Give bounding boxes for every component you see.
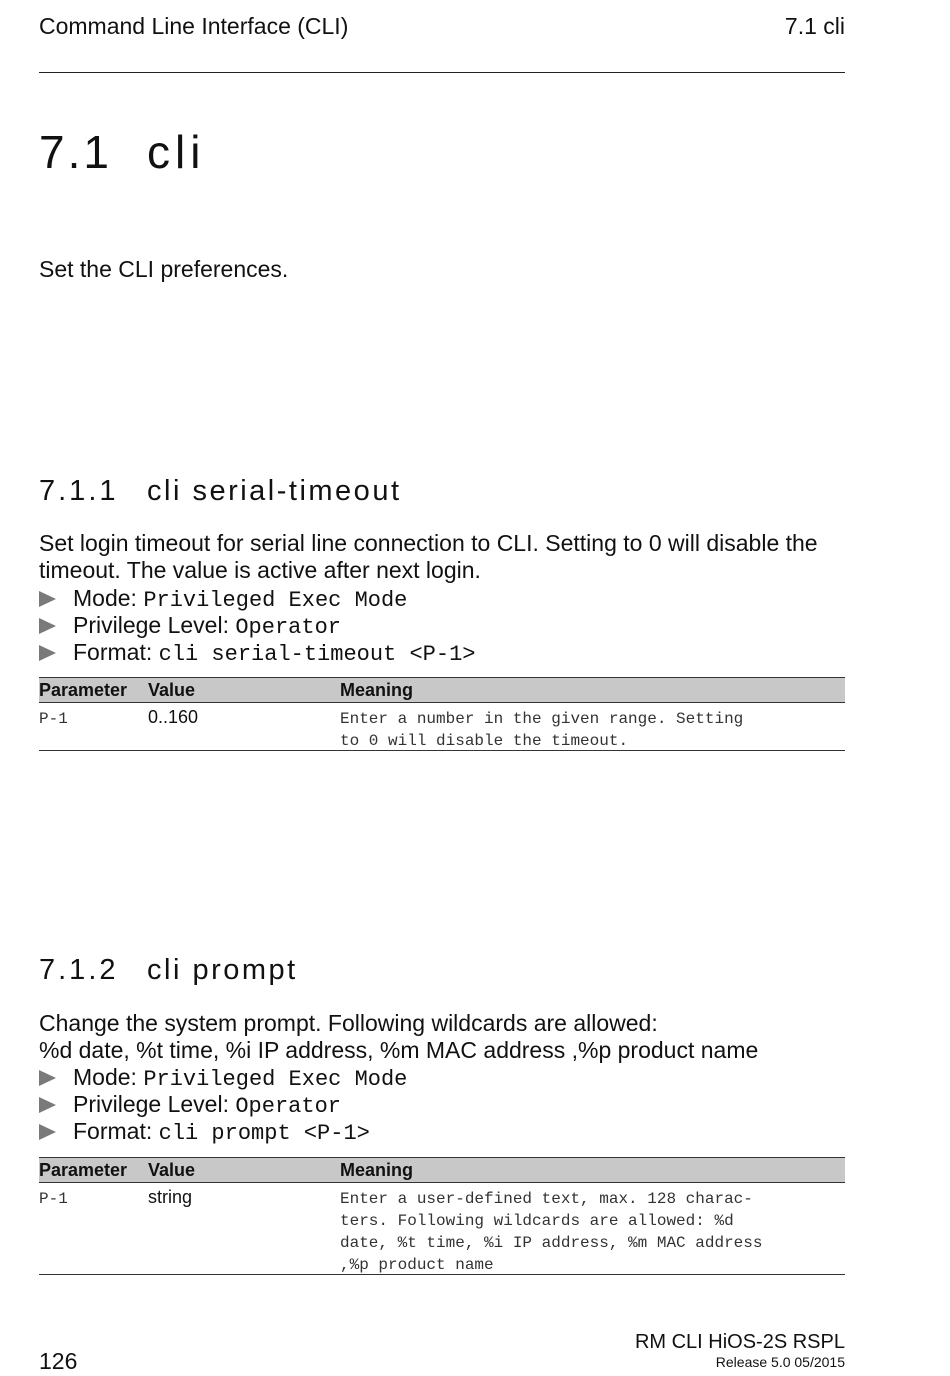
- table-header: [39, 677, 845, 703]
- chapter-intro: Set the CLI preferences.: [39, 256, 289, 282]
- section-title: cli serial-timeout: [147, 475, 402, 507]
- privilege-label: Privilege Level:: [73, 612, 229, 638]
- section-description-line-1: Change the system prompt. Following wildcards are allowed:: [39, 1010, 658, 1036]
- mode-value: Privileged Exec Mode: [143, 588, 408, 613]
- table-header: [39, 1157, 845, 1183]
- table-row: [39, 1183, 845, 1275]
- privilege-value: Operator: [235, 1094, 341, 1119]
- privilege-line: [39, 612, 341, 641]
- mode-label: Mode:: [73, 1064, 137, 1090]
- running-header-section: 7.1 cli: [784, 13, 845, 39]
- running-header-title: Command Line Interface (CLI): [39, 13, 349, 39]
- bullet-triangle-icon: [39, 1097, 56, 1113]
- header-parameter: Parameter: [39, 1160, 128, 1180]
- header-value: Value: [148, 1160, 196, 1180]
- cell-meaning: Enter a user-defined text, max. 128 charac- ters. Following wildcards are allowed: %d date, %t time, %i IP address, %m MAC address ,%p product name: [340, 1190, 763, 1274]
- cell-value: 0..160: [148, 707, 199, 727]
- section-title: cli prompt: [147, 954, 298, 986]
- header-value: Value: [148, 680, 196, 700]
- section-description-line-2: %d date, %t time, %i IP address, %m MAC address ,%p product name: [39, 1037, 759, 1063]
- cell-parameter: P-1: [39, 1190, 68, 1208]
- cell-value: string: [148, 1187, 193, 1207]
- format-value: cli prompt <P-1>: [158, 1121, 370, 1146]
- header-meaning: Meaning: [340, 1160, 414, 1180]
- cell-parameter: P-1: [39, 710, 68, 728]
- section-number: 7.1.2: [39, 954, 119, 986]
- format-label: Format:: [73, 1118, 153, 1144]
- header-parameter: Parameter: [39, 680, 128, 700]
- format-line: [39, 1118, 370, 1147]
- bullet-triangle-icon: [39, 1070, 56, 1086]
- privilege-line: [39, 1091, 341, 1120]
- format-label: Format:: [73, 639, 153, 665]
- format-value: cli serial-timeout <P-1>: [158, 642, 476, 667]
- bullet-triangle-icon: [39, 618, 56, 634]
- chapter-number: 7.1: [39, 126, 112, 178]
- footer-release: Release 5.0 05/2015: [715, 1354, 845, 1370]
- chapter-title: cli: [147, 126, 206, 178]
- bullet-triangle-icon: [39, 591, 56, 607]
- parameter-table: [39, 677, 845, 751]
- parameter-table: [39, 1157, 845, 1275]
- mode-line: [39, 585, 407, 614]
- mode-value: Privileged Exec Mode: [143, 1067, 408, 1092]
- section-description: Set login timeout for serial line connection to CLI. Setting to 0 will disable the timeout. The value is active after next login.: [39, 530, 818, 583]
- mode-label: Mode:: [73, 585, 137, 611]
- header-meaning: Meaning: [340, 680, 414, 700]
- table-row: [39, 703, 845, 751]
- mode-line: [39, 1064, 407, 1093]
- format-line: [39, 639, 475, 668]
- section-number: 7.1.1: [39, 475, 119, 507]
- page-number: 126: [39, 1348, 78, 1374]
- footer-document-title: RM CLI HiOS-2S RSPL: [634, 1331, 845, 1353]
- privilege-label: Privilege Level:: [73, 1091, 229, 1117]
- bullet-triangle-icon: [39, 1124, 56, 1140]
- bullet-triangle-icon: [39, 645, 56, 661]
- header-divider: [39, 72, 845, 73]
- privilege-value: Operator: [235, 615, 341, 640]
- cell-meaning: Enter a number in the given range. Setting to 0 will disable the timeout.: [340, 710, 744, 750]
